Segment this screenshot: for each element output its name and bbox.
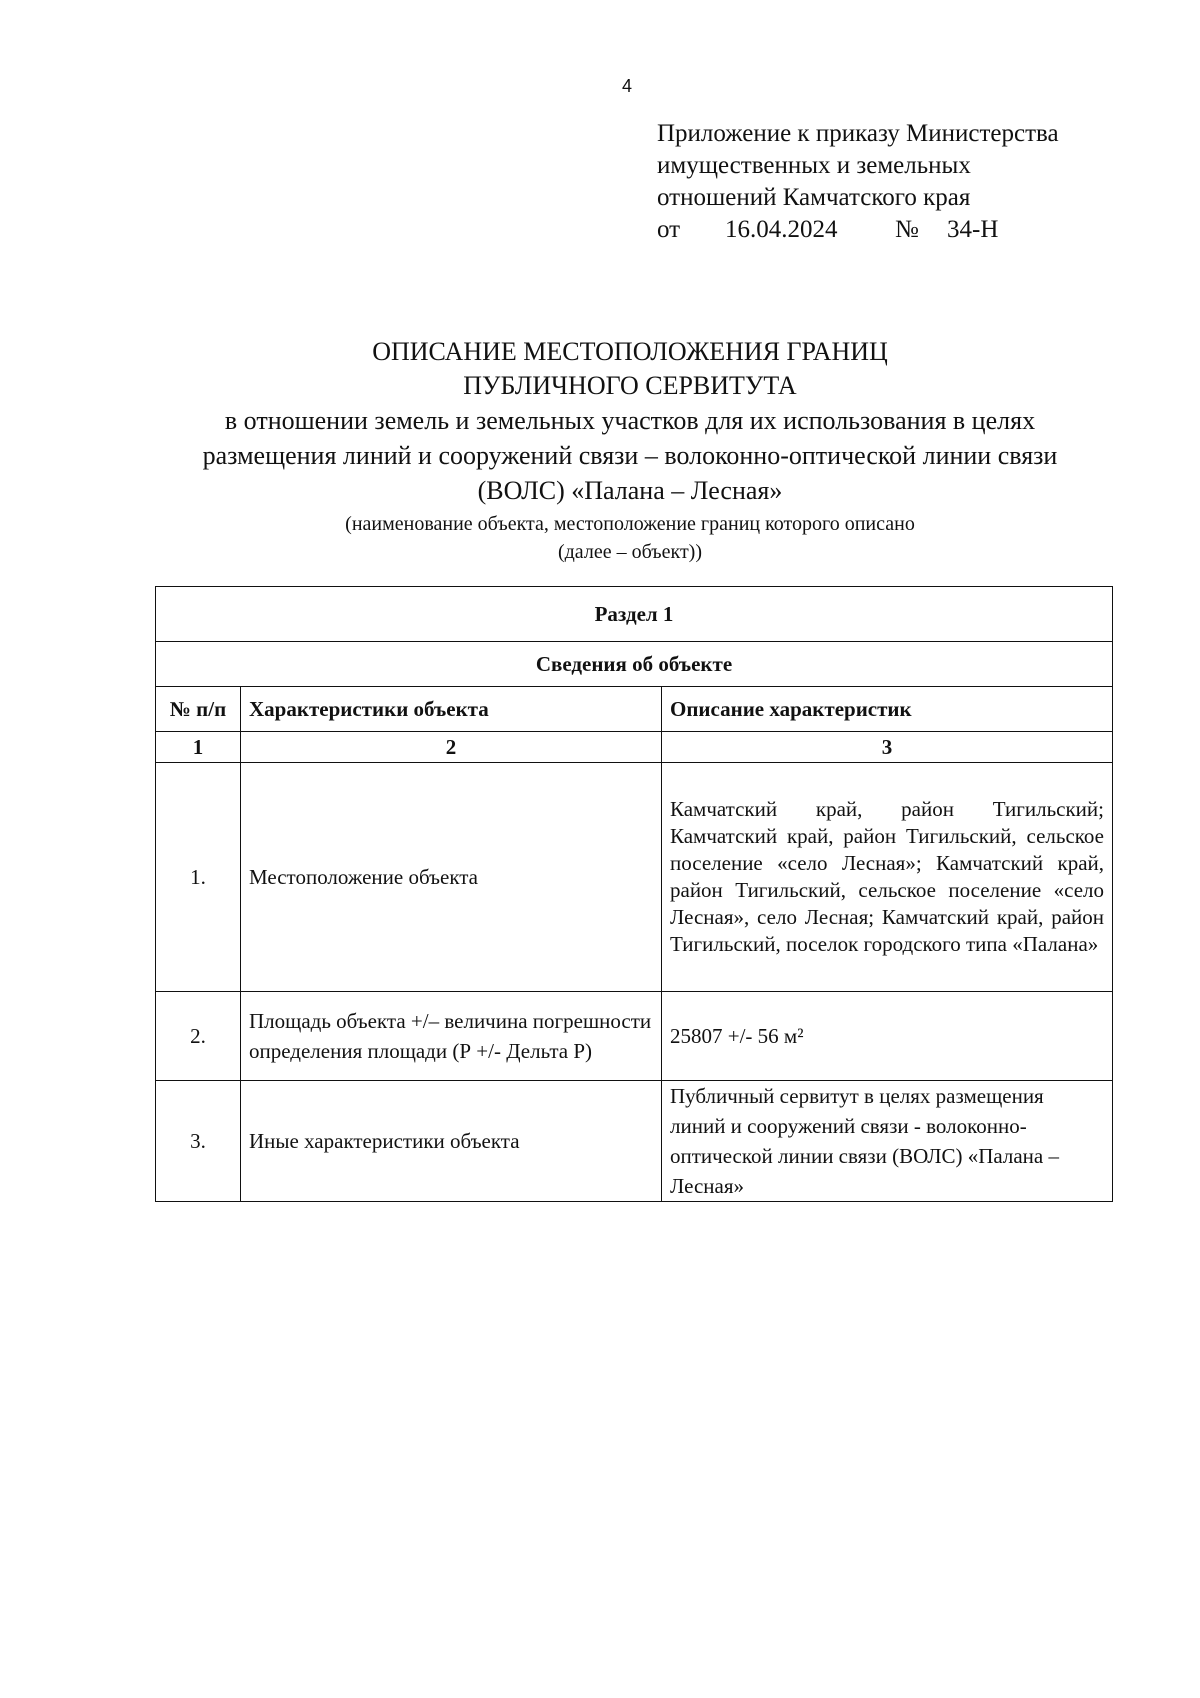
row-description: Публичный сервитут в целях размещения линий и сооружений связи - волоконно-оптической линии связи (ВОЛС) «Палана – Лесная» xyxy=(662,1081,1113,1202)
title-line-1: ОПИСАНИЕ МЕСТОПОЛОЖЕНИЯ ГРАНИЦ xyxy=(372,337,888,366)
number-label: № xyxy=(895,216,919,243)
header-characteristic: Характеристики объекта xyxy=(241,687,662,732)
row-number: 2. xyxy=(156,992,241,1081)
row-number: 3. xyxy=(156,1081,241,1202)
appendix-line-3: отношений Камчатского края xyxy=(657,184,971,211)
column-number: 1 xyxy=(156,732,241,763)
appendix-date-line xyxy=(657,214,1059,246)
header-number: № п/п xyxy=(156,687,241,732)
order-number: 34-Н xyxy=(947,216,999,243)
row-description: Камчатский край, район Тигильский; Камчатский край, район Тигильский, сельское поселение «село Лесная»; Камчатский край, район Тигильский, сельское поселение «село Лесная», село Лесная; Камчатский край, район Тигильский, поселок городского типа «Палана» xyxy=(662,763,1113,992)
row-characteristic: Иные характеристики объекта xyxy=(241,1081,662,1202)
title-note-2: (далее – объект)) xyxy=(557,541,703,563)
table-header-row xyxy=(156,687,1113,732)
column-number-row xyxy=(156,732,1113,763)
title-line-4: размещения линий и сооружений связи – волоконно-оптической линии связи xyxy=(202,441,1058,470)
order-date: 16.04.2024 xyxy=(725,216,838,243)
appendix-block xyxy=(657,118,1059,246)
appendix-line-2: имущественных и земельных xyxy=(657,152,971,179)
section-title: Раздел 1 xyxy=(156,587,1113,642)
row-characteristic: Местоположение объекта xyxy=(241,763,662,992)
title-line-3: в отношении земель и земельных участков для их использования в целях xyxy=(224,406,1036,435)
row-characteristic: Площадь объекта +/– величина погрешности определения площади (Р +/- Дельта Р) xyxy=(241,992,662,1081)
table-row xyxy=(156,763,1113,992)
page-number: 4 xyxy=(622,76,633,96)
row-description: 25807 +/- 56 м² xyxy=(662,992,1113,1081)
appendix-line-1: Приложение к приказу Министерства xyxy=(657,120,1059,147)
from-label: от xyxy=(657,216,681,243)
row-number: 1. xyxy=(156,763,241,992)
title-note-1: (наименование объекта, местоположение границ которого описано xyxy=(345,513,915,535)
document-title xyxy=(0,335,1200,566)
column-number: 3 xyxy=(662,732,1113,763)
table-row xyxy=(156,1081,1113,1202)
column-number: 2 xyxy=(241,732,662,763)
title-line-5: (ВОЛС) «Палана – Лесная» xyxy=(477,476,783,505)
header-description: Описание характеристик xyxy=(662,687,1113,732)
table-row xyxy=(156,992,1113,1081)
object-info-table xyxy=(155,586,1113,1202)
section-subtitle: Сведения об объекте xyxy=(156,642,1113,687)
title-line-2: ПУБЛИЧНОГО СЕРВИТУТА xyxy=(463,371,797,400)
